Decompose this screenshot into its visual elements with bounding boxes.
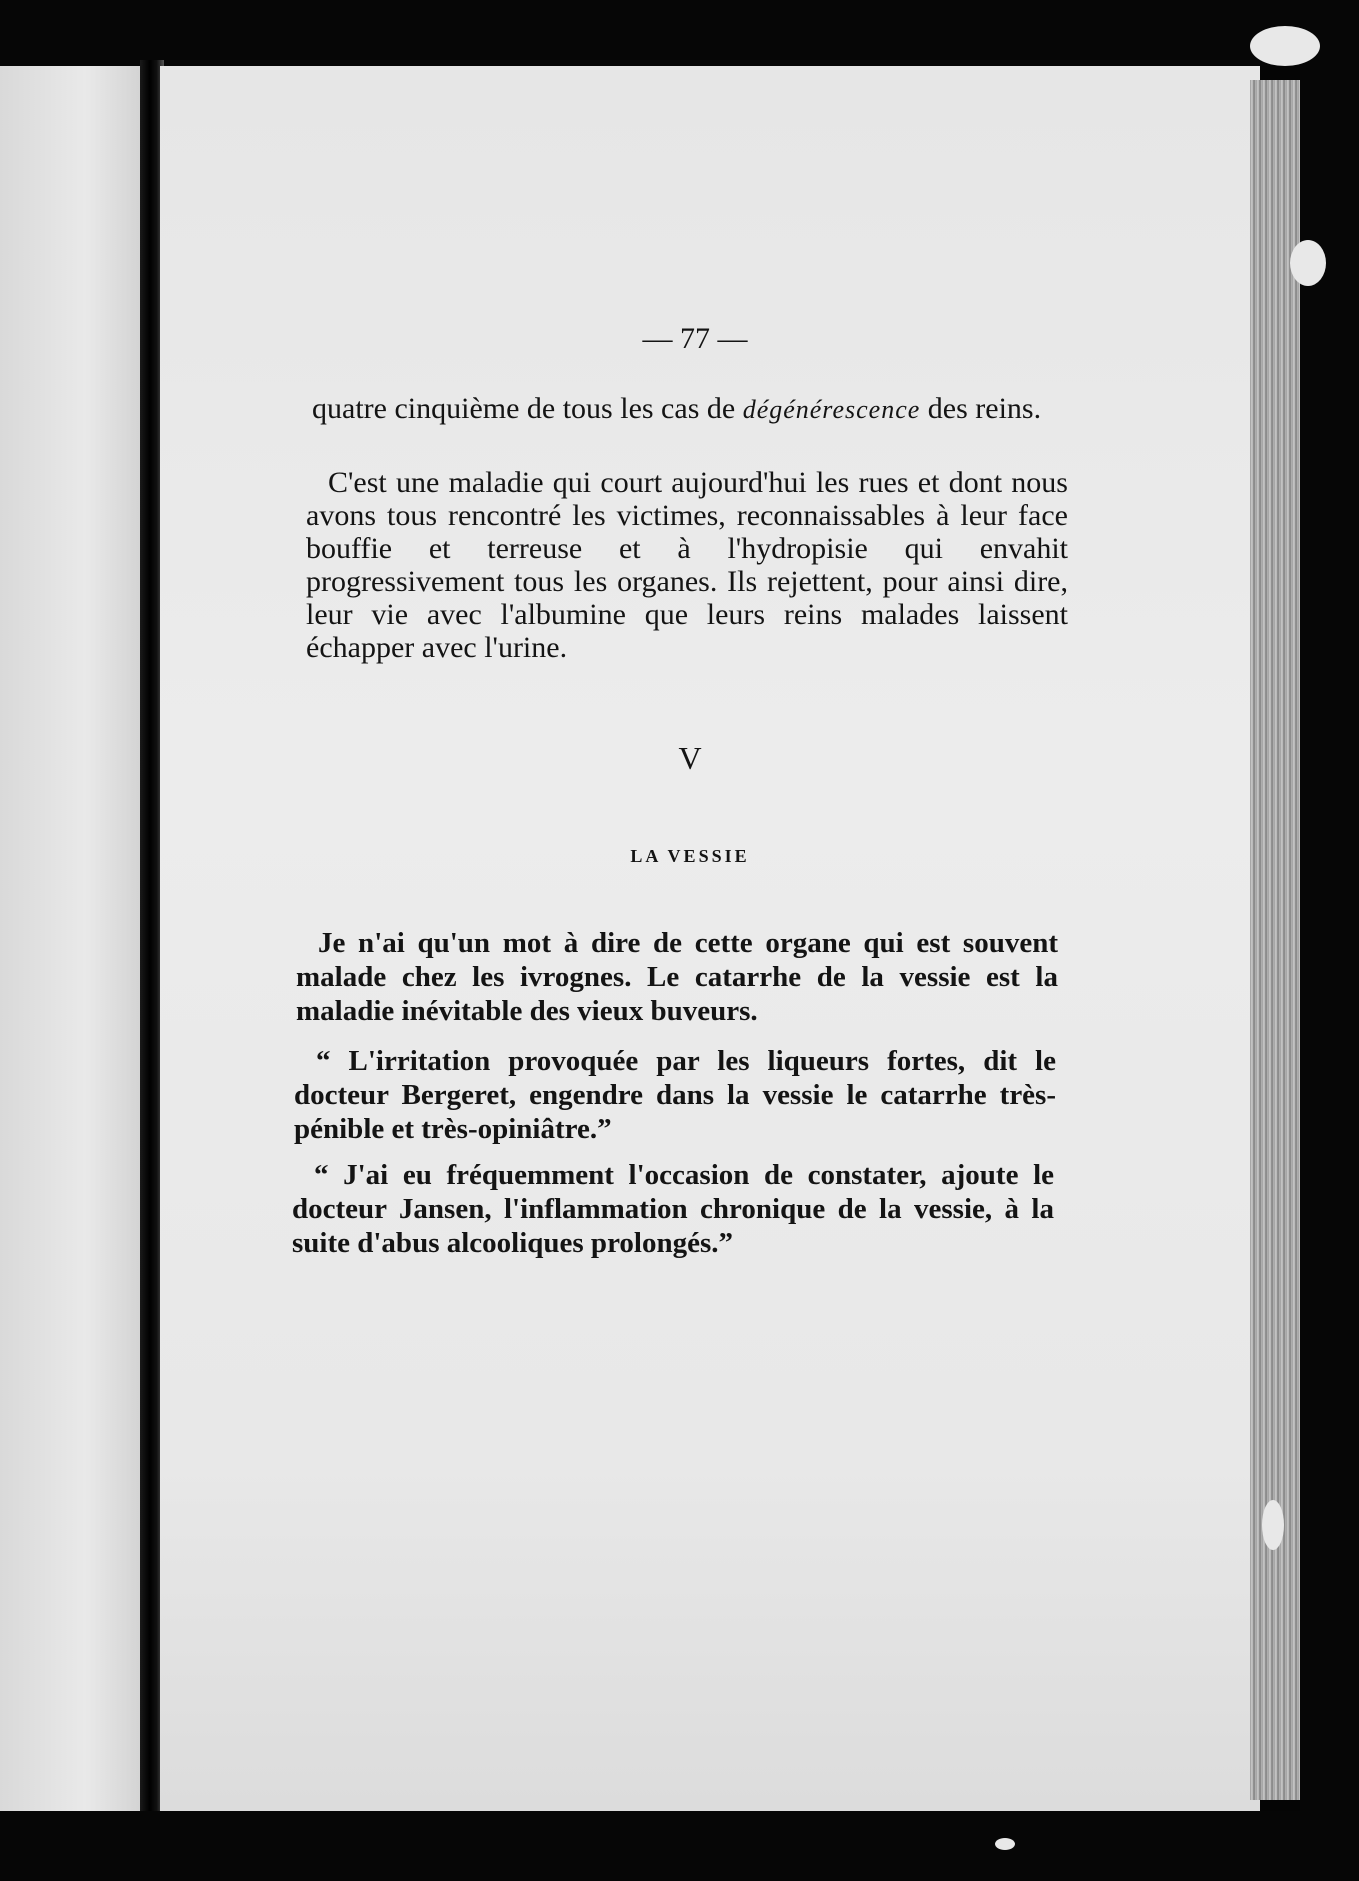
quotation: “ J'ai eu fréquemment l'occasion de constater, ajoute le docteur Jansen, l'inflammation chronique de la vessie, à la suite d'abus alcooliques prolongés.” (292, 1159, 1054, 1259)
scan-border-top (0, 0, 1359, 66)
section-title: LA VESSIE (630, 846, 750, 866)
paragraph (312, 392, 1070, 426)
section-number: V (678, 740, 702, 776)
facing-page-left (0, 66, 142, 1811)
quotation: “ L'irritation provoquée par les liqueurs fortes, dit le docteur Bergeret, engendre dans la vessie le catarrhe très-pénible et très-opiniâtre.” (294, 1045, 1056, 1145)
emphasized-word: dégénérescence (742, 395, 921, 424)
scan-speck (1262, 1500, 1284, 1550)
scan-speck (995, 1838, 1015, 1850)
paragraph-text: des reins. (920, 392, 1042, 425)
paragraph-text: quatre cinquième de tous les cas de (312, 392, 743, 425)
paragraph-text: Je n'ai qu'un mot à dire de cette organe qui est souvent malade chez les ivrognes. Le catarrhe de la vessie est la maladie inévitable des vieux buveurs. (296, 927, 1058, 1027)
paragraph (296, 926, 1058, 1028)
paragraph-text: C'est une maladie qui court aujourd'hui les rues et dont nous avons tous rencontré les victimes, reconnaissables à leur face bouffie et terreuse et à l'hydropisie qui envahit progressivement tous les organes. Ils rejettent, pour ainsi dire, leur vie avec l'albumine que leurs reins malades laissent échapper avec l'urine. (306, 466, 1068, 664)
paragraph (294, 1044, 1056, 1146)
page-number: — 77 — (642, 322, 748, 355)
scan-speck (1250, 26, 1320, 66)
scan-speck (1290, 240, 1326, 286)
paragraph (306, 466, 1068, 664)
scan-border-bottom (0, 1811, 1359, 1881)
paragraph (292, 1158, 1054, 1260)
